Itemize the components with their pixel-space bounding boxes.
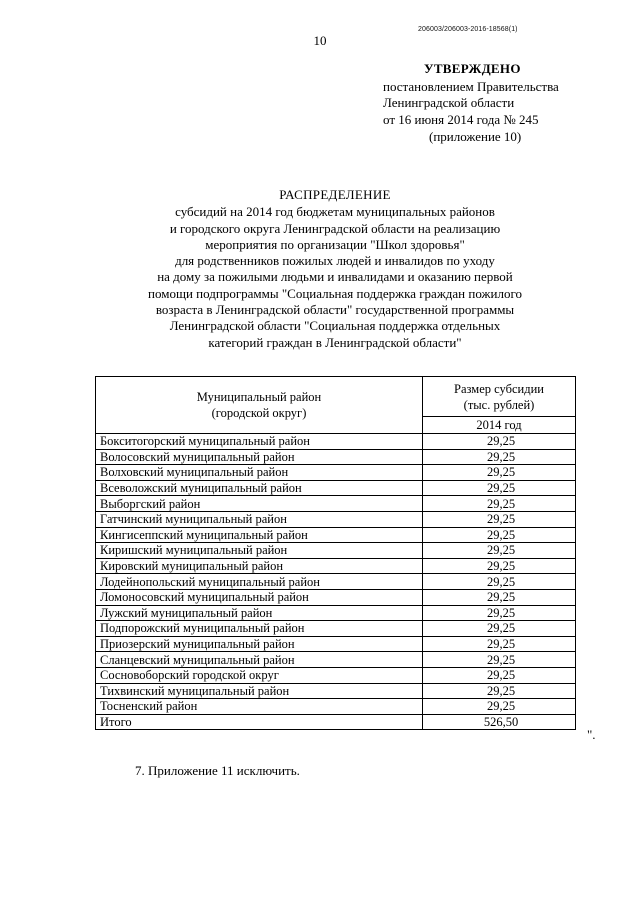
subtitle-line: Ленинградской области "Социальная поддержка отдельных [169,318,501,334]
district-name: Лужский муниципальный район [96,605,423,621]
table-header-row [96,377,576,417]
approval-line: постановлением Правительства [383,79,559,94]
table-row [96,434,576,450]
table-row [96,543,576,559]
column-header-line: Размер субсидии [454,381,544,396]
column-subheader-year: 2014 год [423,417,576,434]
subsidy-value: 29,25 [423,667,576,683]
table-row [96,511,576,527]
subsidy-value: 29,25 [423,449,576,465]
subsidy-value: 29,25 [423,480,576,496]
table-row [96,636,576,652]
district-name: Кировский муниципальный район [96,558,423,574]
district-name: Сланцевский муниципальный район [96,652,423,668]
district-name: Всеволожский муниципальный район [96,480,423,496]
total-label: Итого [96,714,423,730]
district-name: Киришский муниципальный район [96,543,423,559]
approval-line: от 16 июня 2014 года № 245 [383,112,539,127]
district-name: Ломоносовский муниципальный район [96,589,423,605]
district-name: Бокситогорский муниципальный район [96,434,423,450]
subsidy-value: 29,25 [423,699,576,715]
district-name: Лодейнопольский муниципальный район [96,574,423,590]
table-row [96,667,576,683]
subsidy-value: 29,25 [423,465,576,481]
district-name: Гатчинский муниципальный район [96,511,423,527]
subsidy-value: 29,25 [423,652,576,668]
document-title: РАСПРЕДЕЛЕНИЕ [279,187,391,202]
subtitle-line: категорий граждан в Ленинградской области" [208,334,462,350]
district-name: Подпорожский муниципальный район [96,621,423,637]
table-row [96,605,576,621]
column-header-district [96,377,423,434]
subsidy-value: 29,25 [423,434,576,450]
subsidy-value: 29,25 [423,558,576,574]
subsidy-value: 29,25 [423,636,576,652]
approval-line: (приложение 10) [429,129,522,144]
title-block [100,187,570,351]
district-name: Волосовский муниципальный район [96,449,423,465]
item-7-text: 7. Приложение 11 исключить. [135,763,300,778]
subsidy-value: 29,25 [423,605,576,621]
district-name: Выборгский район [96,496,423,512]
column-header-line: (городской округ) [211,406,307,420]
closing-quote-mark: ". [587,727,596,742]
table-row [96,558,576,574]
table-row [96,621,576,637]
subsidy-value: 29,25 [423,683,576,699]
table-row [96,699,576,715]
district-name: Приозерский муниципальный район [96,636,423,652]
table-row [96,465,576,481]
table-total-row [96,714,576,730]
subsidy-value: 29,25 [423,511,576,527]
subtitle-line: для родственников пожилых людей и инвалидов по уходу [175,253,495,269]
subsidy-value: 29,25 [423,496,576,512]
table-row [96,449,576,465]
table-row [96,683,576,699]
subsidy-table [95,376,576,730]
table-row [96,480,576,496]
table-row [96,574,576,590]
district-name: Тихвинский муниципальный район [96,683,423,699]
table-row [96,589,576,605]
page-number: 10 [313,33,327,48]
column-header-subsidy [423,377,576,417]
subtitle-line: на дому за пожилыми людьми и инвалидами и оказанию первой [157,269,513,285]
subtitle-line: и городского округа Ленинградской области на реализацию [169,220,501,236]
subsidy-value: 29,25 [423,574,576,590]
district-name: Кингисеппский муниципальный район [96,527,423,543]
approval-heading: УТВЕРЖДЕНО [424,61,521,76]
column-header-line: (тыс. рублей) [463,397,535,412]
column-header-line: Муниципальный район [196,390,322,404]
document-id: 206003/206003-2016-18568(1) [418,26,518,33]
table-row [96,496,576,512]
total-value: 526,50 [423,714,576,730]
district-name: Тосненский район [96,699,423,715]
table-row [96,652,576,668]
table-row [96,527,576,543]
subsidy-value: 29,25 [423,527,576,543]
subtitle-line: помощи подпрограммы "Социальная поддержка граждан пожилого [148,285,522,301]
district-name: Волховский муниципальный район [96,465,423,481]
subtitle-line: субсидий на 2014 год бюджетам муниципальных районов [175,204,495,220]
subsidy-value: 29,25 [423,589,576,605]
approval-line: Ленинградской области [383,95,515,110]
subsidy-value: 29,25 [423,543,576,559]
subtitle-line: мероприятия по организации "Школ здоровья" [205,236,465,252]
district-name: Сосновоборский городской округ [96,667,423,683]
subsidy-value: 29,25 [423,621,576,637]
subtitle-line: возраста в Ленинградской области" государственной программы [155,302,515,318]
